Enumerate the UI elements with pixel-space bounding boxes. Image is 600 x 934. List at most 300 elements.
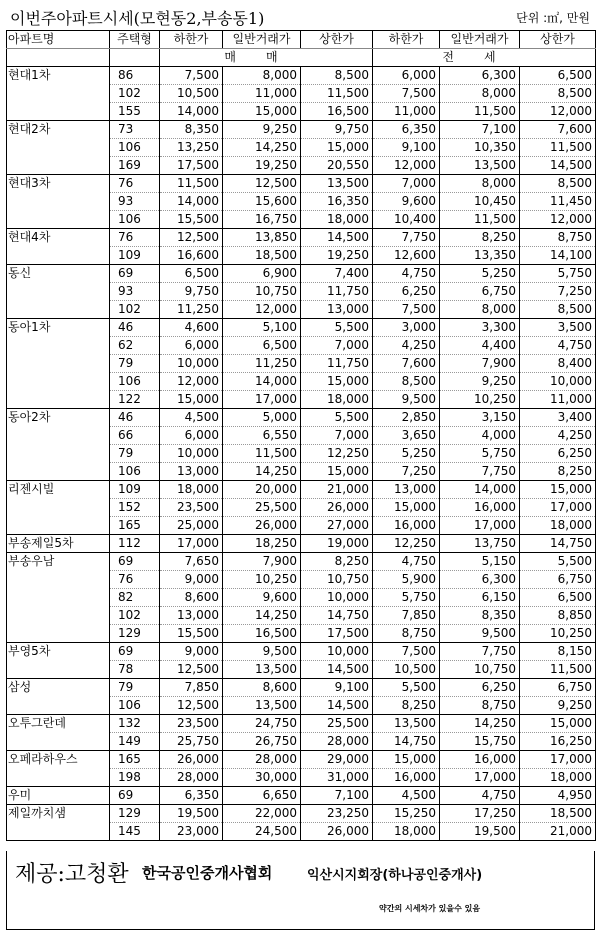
complex-name xyxy=(7,499,110,517)
jeonse-high-cell: 8,750 xyxy=(520,229,596,247)
jeonse-high-cell: 11,000 xyxy=(520,391,596,409)
header-size: 주택형 xyxy=(110,31,160,49)
jeonse-avg-cell: 8,000 xyxy=(440,85,520,103)
jeonse-high-cell: 6,500 xyxy=(520,589,596,607)
jeonse-low-cell: 12,600 xyxy=(373,247,440,265)
jeonse-high-cell: 10,250 xyxy=(520,625,596,643)
complex-name xyxy=(7,139,110,157)
jeonse-avg-cell: 4,000 xyxy=(440,427,520,445)
unit-size-cell: 73 xyxy=(110,121,160,139)
sale-avg-cell: 12,000 xyxy=(223,301,301,319)
header-jeonse-low: 하한가 xyxy=(373,31,440,49)
jeonse-high-cell: 7,250 xyxy=(520,283,596,301)
jeonse-high-cell: 8,500 xyxy=(520,175,596,193)
unit-size-cell: 169 xyxy=(110,157,160,175)
jeonse-avg-cell: 3,150 xyxy=(440,409,520,427)
complex-name xyxy=(7,661,110,679)
jeonse-high-cell: 3,500 xyxy=(520,319,596,337)
sale-high-cell: 26,000 xyxy=(301,499,373,517)
unit-size-cell: 46 xyxy=(110,409,160,427)
sale-low-cell: 4,600 xyxy=(160,319,223,337)
jeonse-low-cell: 7,500 xyxy=(373,643,440,661)
sale-low-cell: 15,000 xyxy=(160,391,223,409)
jeonse-low-cell: 4,750 xyxy=(373,265,440,283)
sale-high-cell: 29,000 xyxy=(301,751,373,769)
jeonse-low-cell: 16,000 xyxy=(373,517,440,535)
jeonse-high-cell: 21,000 xyxy=(520,823,596,841)
unit-size-cell: 93 xyxy=(110,193,160,211)
table-row xyxy=(7,787,596,805)
jeonse-high-cell: 9,250 xyxy=(520,697,596,715)
sale-low-cell: 13,000 xyxy=(160,607,223,625)
complex-name: 동아1차 xyxy=(7,319,110,337)
jeonse-low-cell: 8,250 xyxy=(373,697,440,715)
complex-name: 삼성 xyxy=(7,679,110,697)
complex-name xyxy=(7,211,110,229)
table-row xyxy=(7,607,596,625)
jeonse-low-cell: 5,750 xyxy=(373,589,440,607)
jeonse-avg-cell: 10,250 xyxy=(440,391,520,409)
jeonse-high-cell: 8,250 xyxy=(520,463,596,481)
sale-avg-cell: 9,500 xyxy=(223,643,301,661)
table-row xyxy=(7,805,596,823)
table-row xyxy=(7,247,596,265)
jeonse-avg-cell: 11,500 xyxy=(440,211,520,229)
unit-size-cell: 149 xyxy=(110,733,160,751)
sale-high-cell: 12,250 xyxy=(301,445,373,463)
sale-low-cell: 7,850 xyxy=(160,679,223,697)
table-row xyxy=(7,139,596,157)
header-jeonse-high: 상한가 xyxy=(520,31,596,49)
jeonse-low-cell: 5,900 xyxy=(373,571,440,589)
unit-size-cell: 106 xyxy=(110,463,160,481)
sale-avg-cell: 9,600 xyxy=(223,589,301,607)
group-header-blank xyxy=(7,49,110,67)
table-row xyxy=(7,571,596,589)
jeonse-avg-cell: 16,000 xyxy=(440,751,520,769)
jeonse-avg-cell: 15,750 xyxy=(440,733,520,751)
jeonse-avg-cell: 17,250 xyxy=(440,805,520,823)
table-row xyxy=(7,679,596,697)
jeonse-low-cell: 10,400 xyxy=(373,211,440,229)
table-row xyxy=(7,265,596,283)
jeonse-avg-cell: 5,150 xyxy=(440,553,520,571)
jeonse-low-cell: 7,000 xyxy=(373,175,440,193)
unit-size-cell: 122 xyxy=(110,391,160,409)
complex-name xyxy=(7,625,110,643)
sale-avg-cell: 10,750 xyxy=(223,283,301,301)
jeonse-avg-cell: 17,000 xyxy=(440,769,520,787)
jeonse-high-cell: 14,750 xyxy=(520,535,596,553)
group-header-row xyxy=(7,49,596,67)
complex-name xyxy=(7,463,110,481)
complex-name xyxy=(7,103,110,121)
sale-high-cell: 19,000 xyxy=(301,535,373,553)
complex-name xyxy=(7,607,110,625)
table-row xyxy=(7,67,596,85)
jeonse-low-cell: 13,500 xyxy=(373,715,440,733)
jeonse-avg-cell: 7,900 xyxy=(440,355,520,373)
complex-name xyxy=(7,427,110,445)
unit-size-cell: 102 xyxy=(110,85,160,103)
sale-avg-cell: 25,500 xyxy=(223,499,301,517)
unit-size-cell: 102 xyxy=(110,607,160,625)
jeonse-high-cell: 8,150 xyxy=(520,643,596,661)
jeonse-high-cell: 15,000 xyxy=(520,481,596,499)
sale-low-cell: 23,000 xyxy=(160,823,223,841)
sale-avg-cell: 10,250 xyxy=(223,571,301,589)
jeonse-avg-cell: 4,400 xyxy=(440,337,520,355)
complex-name: 동신 xyxy=(7,265,110,283)
sale-high-cell: 15,000 xyxy=(301,463,373,481)
sale-avg-cell: 15,600 xyxy=(223,193,301,211)
complex-name xyxy=(7,301,110,319)
sale-high-cell: 14,500 xyxy=(301,229,373,247)
jeonse-low-cell: 7,750 xyxy=(373,229,440,247)
sale-avg-cell: 6,550 xyxy=(223,427,301,445)
jeonse-low-cell: 7,850 xyxy=(373,607,440,625)
jeonse-high-cell: 18,000 xyxy=(520,517,596,535)
sale-low-cell: 25,750 xyxy=(160,733,223,751)
table-row xyxy=(7,193,596,211)
jeonse-avg-cell: 16,000 xyxy=(440,499,520,517)
sale-low-cell: 4,500 xyxy=(160,409,223,427)
jeonse-low-cell: 6,000 xyxy=(373,67,440,85)
jeonse-high-cell: 12,000 xyxy=(520,103,596,121)
sale-low-cell: 18,000 xyxy=(160,481,223,499)
sale-low-cell: 10,000 xyxy=(160,355,223,373)
jeonse-high-cell: 18,500 xyxy=(520,805,596,823)
complex-name: 부송제일5차 xyxy=(7,535,110,553)
sale-low-cell: 16,600 xyxy=(160,247,223,265)
group-header-jeonse: 전세 xyxy=(373,49,596,67)
complex-name xyxy=(7,85,110,103)
sale-low-cell: 14,000 xyxy=(160,193,223,211)
sale-avg-cell: 16,500 xyxy=(223,625,301,643)
title-bar xyxy=(6,4,594,28)
jeonse-high-cell: 10,000 xyxy=(520,373,596,391)
jeonse-high-cell: 4,950 xyxy=(520,787,596,805)
complex-name xyxy=(7,355,110,373)
jeonse-avg-cell: 13,750 xyxy=(440,535,520,553)
sale-avg-cell: 19,250 xyxy=(223,157,301,175)
sale-low-cell: 12,500 xyxy=(160,697,223,715)
unit-size-cell: 165 xyxy=(110,751,160,769)
sale-avg-cell: 28,000 xyxy=(223,751,301,769)
unit-size-cell: 106 xyxy=(110,139,160,157)
jeonse-low-cell: 10,500 xyxy=(373,661,440,679)
complex-name xyxy=(7,571,110,589)
jeonse-high-cell: 6,750 xyxy=(520,571,596,589)
sale-low-cell: 13,250 xyxy=(160,139,223,157)
complex-name xyxy=(7,283,110,301)
unit-size-cell: 132 xyxy=(110,715,160,733)
unit-size-cell: 69 xyxy=(110,553,160,571)
complex-name xyxy=(7,247,110,265)
jeonse-high-cell: 8,850 xyxy=(520,607,596,625)
complex-name: 오투그란데 xyxy=(7,715,110,733)
jeonse-high-cell: 11,450 xyxy=(520,193,596,211)
table-body xyxy=(7,67,596,841)
table-row xyxy=(7,463,596,481)
association-label: 한국공인중개사협회 xyxy=(142,864,273,882)
sale-avg-cell: 13,500 xyxy=(223,661,301,679)
jeonse-low-cell: 3,000 xyxy=(373,319,440,337)
jeonse-low-cell: 11,000 xyxy=(373,103,440,121)
sale-high-cell: 5,500 xyxy=(301,409,373,427)
table-row xyxy=(7,85,596,103)
sale-avg-cell: 18,250 xyxy=(223,535,301,553)
table-row xyxy=(7,301,596,319)
unit-size-cell: 82 xyxy=(110,589,160,607)
sale-high-cell: 11,750 xyxy=(301,283,373,301)
jeonse-low-cell: 4,750 xyxy=(373,553,440,571)
jeonse-avg-cell: 11,500 xyxy=(440,103,520,121)
unit-size-cell: 106 xyxy=(110,373,160,391)
unit-size-cell: 112 xyxy=(110,535,160,553)
complex-name: 부영5차 xyxy=(7,643,110,661)
jeonse-high-cell: 6,250 xyxy=(520,445,596,463)
jeonse-low-cell: 13,000 xyxy=(373,481,440,499)
sale-avg-cell: 14,250 xyxy=(223,463,301,481)
complex-name xyxy=(7,445,110,463)
jeonse-low-cell: 9,500 xyxy=(373,391,440,409)
jeonse-low-cell: 2,850 xyxy=(373,409,440,427)
table-row xyxy=(7,553,596,571)
unit-size-cell: 129 xyxy=(110,805,160,823)
complex-name: 오페라하우스 xyxy=(7,751,110,769)
complex-name: 제일까치샘 xyxy=(7,805,110,823)
unit-size-cell: 152 xyxy=(110,499,160,517)
jeonse-high-cell: 3,400 xyxy=(520,409,596,427)
sale-low-cell: 25,000 xyxy=(160,517,223,535)
jeonse-high-cell: 6,500 xyxy=(520,67,596,85)
sale-avg-cell: 16,750 xyxy=(223,211,301,229)
sale-high-cell: 19,250 xyxy=(301,247,373,265)
table-row xyxy=(7,625,596,643)
table-row xyxy=(7,229,596,247)
jeonse-low-cell: 9,100 xyxy=(373,139,440,157)
table-row xyxy=(7,355,596,373)
jeonse-low-cell: 7,500 xyxy=(373,301,440,319)
unit-size-cell: 102 xyxy=(110,301,160,319)
jeonse-high-cell: 5,500 xyxy=(520,553,596,571)
sale-high-cell: 15,000 xyxy=(301,373,373,391)
table-row xyxy=(7,481,596,499)
sale-avg-cell: 24,500 xyxy=(223,823,301,841)
sale-high-cell: 31,000 xyxy=(301,769,373,787)
branch-label: 익산시지회장(하나공인중개사) xyxy=(307,868,483,883)
sale-low-cell: 8,350 xyxy=(160,121,223,139)
jeonse-low-cell: 5,250 xyxy=(373,445,440,463)
sale-high-cell: 13,500 xyxy=(301,175,373,193)
sale-avg-cell: 5,000 xyxy=(223,409,301,427)
unit-size-cell: 79 xyxy=(110,679,160,697)
unit-size-cell: 76 xyxy=(110,175,160,193)
complex-name xyxy=(7,697,110,715)
sale-avg-cell: 13,500 xyxy=(223,697,301,715)
jeonse-low-cell: 14,750 xyxy=(373,733,440,751)
jeonse-avg-cell: 6,150 xyxy=(440,589,520,607)
table-row xyxy=(7,733,596,751)
jeonse-high-cell: 16,250 xyxy=(520,733,596,751)
unit-size-cell: 129 xyxy=(110,625,160,643)
jeonse-high-cell: 8,400 xyxy=(520,355,596,373)
table-row xyxy=(7,373,596,391)
complex-name xyxy=(7,823,110,841)
sale-high-cell: 7,100 xyxy=(301,787,373,805)
unit-size-cell: 109 xyxy=(110,247,160,265)
sale-high-cell: 14,500 xyxy=(301,697,373,715)
sale-low-cell: 12,500 xyxy=(160,229,223,247)
jeonse-avg-cell: 17,000 xyxy=(440,517,520,535)
sale-high-cell: 14,750 xyxy=(301,607,373,625)
sale-high-cell: 23,250 xyxy=(301,805,373,823)
complex-name: 부송우남 xyxy=(7,553,110,571)
jeonse-avg-cell: 6,250 xyxy=(440,679,520,697)
jeonse-high-cell: 4,250 xyxy=(520,427,596,445)
sale-avg-cell: 5,100 xyxy=(223,319,301,337)
complex-name xyxy=(7,157,110,175)
sale-low-cell: 6,350 xyxy=(160,787,223,805)
sale-low-cell: 6,000 xyxy=(160,427,223,445)
jeonse-low-cell: 8,750 xyxy=(373,625,440,643)
page-title: 이번주아파트시세(모현동2,부송동1) xyxy=(10,9,265,28)
jeonse-low-cell: 7,500 xyxy=(373,85,440,103)
jeonse-avg-cell: 8,000 xyxy=(440,175,520,193)
table-row xyxy=(7,751,596,769)
jeonse-low-cell: 15,000 xyxy=(373,751,440,769)
jeonse-high-cell: 5,750 xyxy=(520,265,596,283)
group-header-blank xyxy=(110,49,160,67)
complex-name: 현대4차 xyxy=(7,229,110,247)
jeonse-low-cell: 6,350 xyxy=(373,121,440,139)
footer xyxy=(6,851,595,930)
complex-name xyxy=(7,589,110,607)
jeonse-high-cell: 11,500 xyxy=(520,661,596,679)
jeonse-high-cell: 8,500 xyxy=(520,301,596,319)
sale-avg-cell: 11,250 xyxy=(223,355,301,373)
sale-low-cell: 13,000 xyxy=(160,463,223,481)
jeonse-low-cell: 12,000 xyxy=(373,157,440,175)
unit-size-cell: 62 xyxy=(110,337,160,355)
table-row xyxy=(7,427,596,445)
sale-low-cell: 9,000 xyxy=(160,571,223,589)
sale-high-cell: 21,000 xyxy=(301,481,373,499)
jeonse-high-cell: 15,000 xyxy=(520,715,596,733)
jeonse-low-cell: 4,500 xyxy=(373,787,440,805)
sale-high-cell: 18,000 xyxy=(301,391,373,409)
sale-high-cell: 8,250 xyxy=(301,553,373,571)
unit-size-cell: 106 xyxy=(110,697,160,715)
sale-avg-cell: 7,900 xyxy=(223,553,301,571)
complex-name: 현대3차 xyxy=(7,175,110,193)
sale-low-cell: 19,500 xyxy=(160,805,223,823)
disclaimer-note: 약간의 시세차가 있을수 있음 xyxy=(379,904,481,913)
unit-size-cell: 78 xyxy=(110,661,160,679)
table-row xyxy=(7,319,596,337)
sale-high-cell: 13,000 xyxy=(301,301,373,319)
table-row xyxy=(7,517,596,535)
sale-high-cell: 27,000 xyxy=(301,517,373,535)
complex-name: 현대1차 xyxy=(7,67,110,85)
unit-size-cell: 79 xyxy=(110,355,160,373)
jeonse-avg-cell: 8,250 xyxy=(440,229,520,247)
table-row xyxy=(7,391,596,409)
sale-low-cell: 10,000 xyxy=(160,445,223,463)
sale-avg-cell: 17,000 xyxy=(223,391,301,409)
unit-size-cell: 198 xyxy=(110,769,160,787)
sale-avg-cell: 11,000 xyxy=(223,85,301,103)
sale-high-cell: 5,500 xyxy=(301,319,373,337)
table-row xyxy=(7,697,596,715)
jeonse-high-cell: 17,000 xyxy=(520,751,596,769)
sale-avg-cell: 15,000 xyxy=(223,103,301,121)
sale-low-cell: 10,500 xyxy=(160,85,223,103)
sale-avg-cell: 14,250 xyxy=(223,607,301,625)
jeonse-avg-cell: 8,000 xyxy=(440,301,520,319)
table-row xyxy=(7,175,596,193)
jeonse-avg-cell: 14,000 xyxy=(440,481,520,499)
sale-low-cell: 11,500 xyxy=(160,175,223,193)
jeonse-avg-cell: 19,500 xyxy=(440,823,520,841)
jeonse-low-cell: 6,250 xyxy=(373,283,440,301)
sale-low-cell: 11,250 xyxy=(160,301,223,319)
sale-avg-cell: 6,650 xyxy=(223,787,301,805)
table-row xyxy=(7,445,596,463)
jeonse-avg-cell: 8,350 xyxy=(440,607,520,625)
jeonse-high-cell: 11,500 xyxy=(520,139,596,157)
sale-high-cell: 9,100 xyxy=(301,679,373,697)
jeonse-avg-cell: 6,750 xyxy=(440,283,520,301)
unit-size-cell: 76 xyxy=(110,571,160,589)
sale-high-cell: 16,500 xyxy=(301,103,373,121)
jeonse-low-cell: 18,000 xyxy=(373,823,440,841)
jeonse-avg-cell: 7,100 xyxy=(440,121,520,139)
sale-high-cell: 10,000 xyxy=(301,589,373,607)
sale-low-cell: 14,000 xyxy=(160,103,223,121)
jeonse-low-cell: 15,000 xyxy=(373,499,440,517)
sale-high-cell: 26,000 xyxy=(301,823,373,841)
jeonse-high-cell: 4,750 xyxy=(520,337,596,355)
complex-name xyxy=(7,373,110,391)
jeonse-avg-cell: 13,350 xyxy=(440,247,520,265)
unit-size-cell: 66 xyxy=(110,427,160,445)
jeonse-high-cell: 18,000 xyxy=(520,769,596,787)
jeonse-low-cell: 5,500 xyxy=(373,679,440,697)
sale-low-cell: 9,750 xyxy=(160,283,223,301)
sale-avg-cell: 20,000 xyxy=(223,481,301,499)
sale-low-cell: 9,000 xyxy=(160,643,223,661)
jeonse-high-cell: 14,100 xyxy=(520,247,596,265)
sale-low-cell: 7,650 xyxy=(160,553,223,571)
sale-low-cell: 17,500 xyxy=(160,157,223,175)
header-sale-low: 하한가 xyxy=(160,31,223,49)
sale-avg-cell: 9,250 xyxy=(223,121,301,139)
jeonse-avg-cell: 6,300 xyxy=(440,67,520,85)
jeonse-low-cell: 15,250 xyxy=(373,805,440,823)
unit-size-cell: 86 xyxy=(110,67,160,85)
sale-high-cell: 7,000 xyxy=(301,427,373,445)
sale-low-cell: 8,600 xyxy=(160,589,223,607)
jeonse-low-cell: 7,250 xyxy=(373,463,440,481)
table-row xyxy=(7,661,596,679)
sale-low-cell: 15,500 xyxy=(160,211,223,229)
sale-avg-cell: 11,500 xyxy=(223,445,301,463)
jeonse-avg-cell: 5,250 xyxy=(440,265,520,283)
jeonse-avg-cell: 7,750 xyxy=(440,643,520,661)
sale-low-cell: 23,500 xyxy=(160,499,223,517)
